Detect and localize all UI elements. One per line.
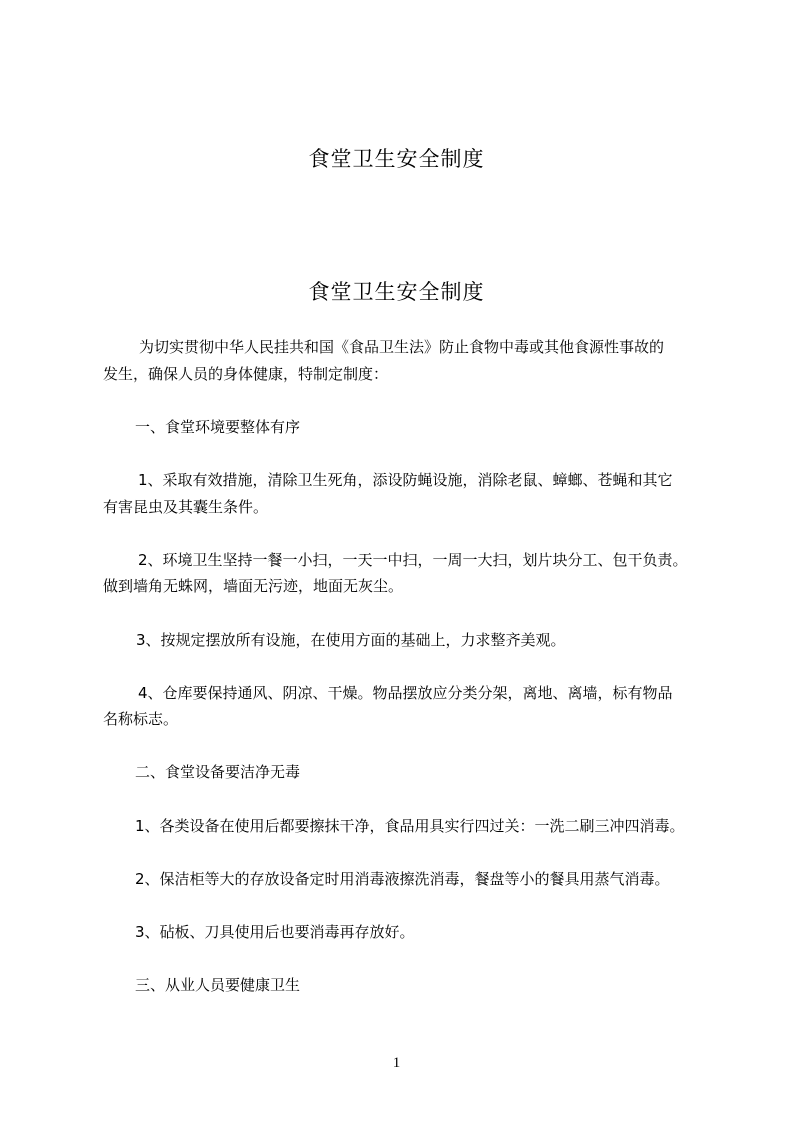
section1-item2-line-2: 做到墙角无蛛网，墙面无污迹，地面无灰尘。	[103, 577, 404, 595]
intro-paragraph-line-1: 为切实贯彻中华人民挂共和国《食品卫生法》防止食物中毒或其他食源性事故的	[139, 338, 665, 356]
page-number: 1	[392, 1055, 401, 1071]
section1-item1-line-2: 有害昆虫及其囊生条件。	[103, 498, 269, 516]
main-title: 食堂卫生安全制度	[308, 280, 485, 304]
cover-title: 食堂卫生安全制度	[308, 147, 485, 171]
section1-item4-line-1: 4、仓库要保持通风、阴凉、干燥。物品摆放应分类分架，离地、离墙，标有物品	[138, 684, 673, 702]
section-heading-2: 二、食堂设备要洁净无毒	[135, 763, 301, 781]
section1-item3: 3、按规定摆放所有设施，在使用方面的基础上，力求整齐美观。	[136, 631, 566, 649]
section2-item1: 1、各类设备在使用后都要擦抹干净，食品用具实行四过关：一洗二刷三冲四消毒。	[135, 817, 685, 835]
intro-paragraph-line-2: 发生，确保人员的身体健康，特制定制度：	[103, 365, 389, 383]
section1-item1-line-1: 1、采取有效措施，清除卫生死角，添设防蝇设施，消除老鼠、蟑螂、苍蝇和其它	[138, 471, 673, 489]
section2-item3: 3、砧板、刀具使用后也要消毒再存放好。	[135, 923, 415, 941]
section-heading-1: 一、食堂环境要整体有序	[135, 418, 301, 436]
section1-item2-line-1: 2、环境卫生坚持一餐一小扫，一天一中扫，一周一大扫，划片块分工、包干负责。	[138, 551, 688, 569]
section2-item2: 2、保洁柜等大的存放设备定时用消毒液擦洗消毒，餐盘等小的餐具用蒸气消毒。	[135, 870, 670, 888]
section-heading-3: 三、从业人员要健康卫生	[135, 976, 301, 994]
section1-item4-line-2: 名称标志。	[103, 710, 179, 728]
